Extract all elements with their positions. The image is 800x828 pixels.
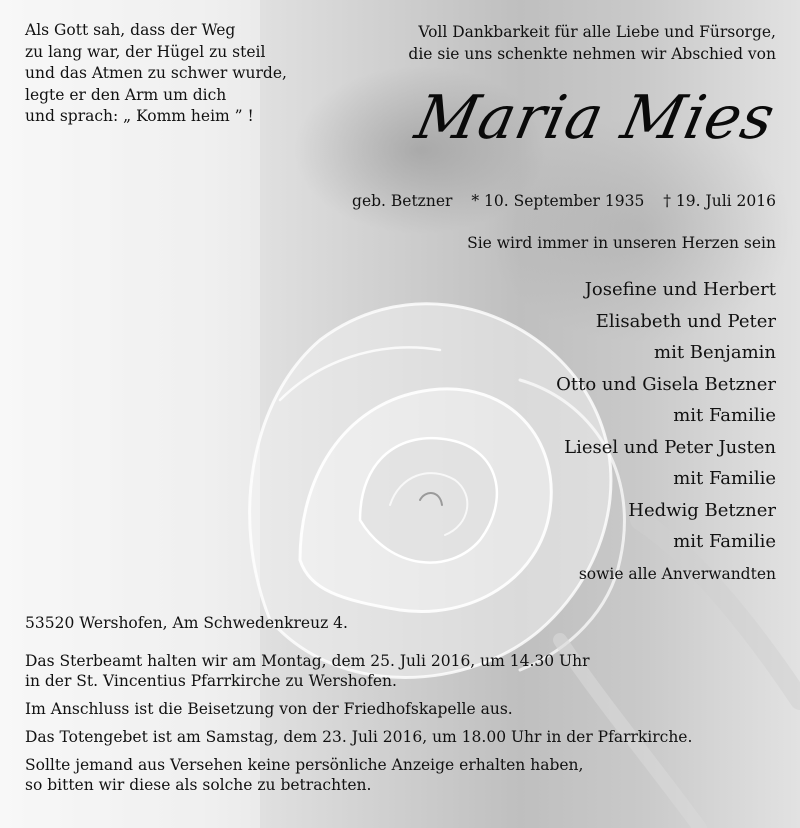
notice-disclaimer <box>25 755 692 795</box>
notice-requiem <box>25 651 692 691</box>
intro-line: die sie uns schenkte nehmen wir Abschied von <box>408 44 776 63</box>
mourner-line: mit Familie <box>673 531 776 552</box>
birth-name: geb. Betzner <box>352 192 453 210</box>
notice-line: Sollte jemand aus Versehen keine persönliche Anzeige erhalten haben, <box>25 756 584 774</box>
poem-line: und das Atmen zu schwer wurde, <box>25 64 287 82</box>
deceased-name: Maria Mies <box>409 83 782 153</box>
mourners-list <box>556 274 776 558</box>
notice-line: Im Anschluss ist die Beisetzung von der Friedhofskapelle aus. <box>25 700 513 718</box>
notice-line: Das Sterbeamt halten wir am Montag, dem 25. Juli 2016, um 14.30 Uhr <box>25 652 590 670</box>
poem-line: legte er den Arm um dich <box>25 85 227 104</box>
notice-burial <box>25 699 692 719</box>
poem-line: Als Gott sah, dass der Weg <box>25 21 236 39</box>
notice-line: Das Totengebet ist am Samstag, dem 23. Juli 2016, um 18.00 Uhr in der Pfarrkirche. <box>25 728 693 746</box>
relatives-note: sowie alle Anverwandten <box>578 565 776 583</box>
mourner-line: Liesel und Peter Justen <box>564 436 776 458</box>
mourner-line: Otto und Gisela Betzner <box>556 373 776 395</box>
motto: Sie wird immer in unseren Herzen sein <box>467 234 776 252</box>
mourner-line: mit Familie <box>673 405 776 426</box>
poem-line: und sprach: „ Komm heim ” ! <box>25 107 254 125</box>
notice-line: so bitten wir diese als solche zu betrachten. <box>25 776 372 794</box>
mourner-line: Josefine und Herbert <box>584 279 776 300</box>
intro-line: Voll Dankbarkeit für alle Liebe und Fürsorge, <box>418 23 776 41</box>
poem <box>25 20 287 128</box>
mourner-line: Hedwig Betzner <box>628 499 776 521</box>
notice-prayer <box>25 727 692 747</box>
mourner-line: mit Familie <box>673 468 776 489</box>
mourner-line: Elisabeth und Peter <box>595 310 776 332</box>
mourner-line: mit Benjamin <box>654 342 776 363</box>
notice-line: in der St. Vincentius Pfarrkirche zu Wershofen. <box>25 672 397 690</box>
funeral-notices <box>25 651 692 803</box>
birth-date: * 10. September 1935 <box>471 192 645 210</box>
poem-line: zu lang war, der Hügel zu steil <box>25 42 266 61</box>
intro-text <box>408 22 776 65</box>
address: 53520 Wershofen, Am Schwedenkreuz 4. <box>25 614 348 632</box>
death-date: † 19. Juli 2016 <box>663 192 776 210</box>
life-dates <box>352 192 776 211</box>
